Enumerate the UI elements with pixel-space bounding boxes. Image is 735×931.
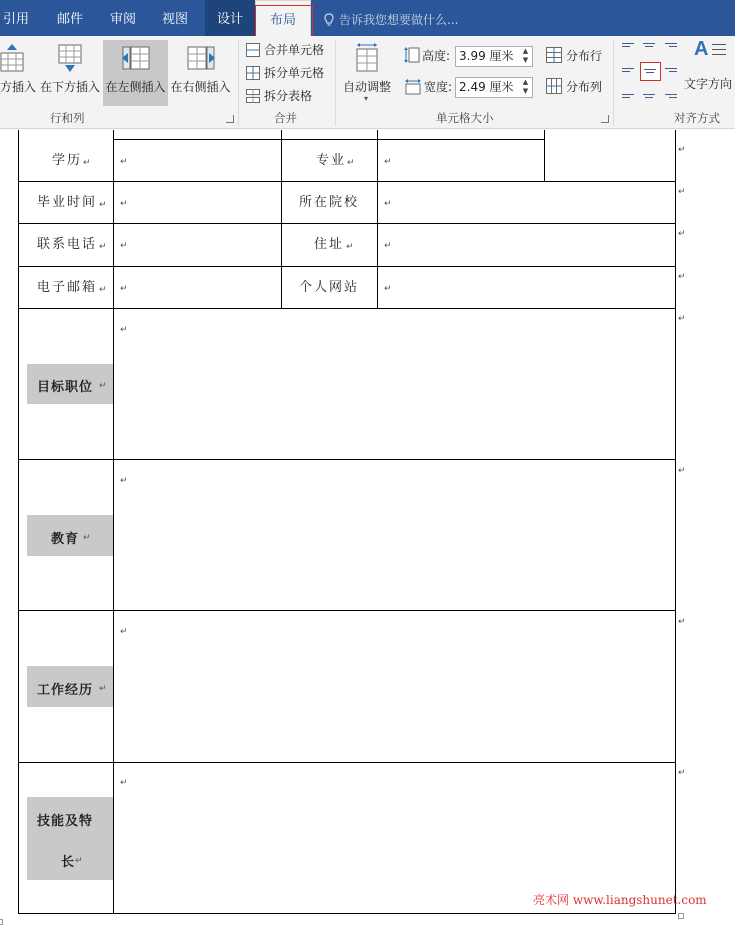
paragraph-mark: ↵ xyxy=(384,157,392,167)
group-label-merge: 合并 xyxy=(274,111,297,125)
height-spinbox[interactable] xyxy=(455,46,533,67)
table-border xyxy=(544,130,545,182)
width-label xyxy=(404,77,452,97)
paragraph-mark: ↵ xyxy=(120,157,128,167)
spin-arrows-icon[interactable]: ▲ ▼ xyxy=(522,47,529,64)
width-spinbox[interactable] xyxy=(455,77,533,98)
cell-label-address[interactable]: 住址 xyxy=(314,237,345,252)
align-top-right-icon[interactable] xyxy=(663,41,681,57)
merge-cells-label: 合并单元格 xyxy=(264,43,325,57)
table-border xyxy=(18,266,676,267)
distribute-cols-icon xyxy=(546,78,562,94)
align-bottom-center-icon[interactable] xyxy=(641,86,659,102)
paragraph-mark: ↵ xyxy=(99,200,107,210)
table-border xyxy=(675,130,676,914)
row-height-icon xyxy=(404,46,420,64)
split-cells-icon xyxy=(246,66,260,80)
group-label-rows-cols: 行和列 xyxy=(50,111,85,125)
tab-view[interactable]: 视图 xyxy=(162,12,189,27)
autofit-button[interactable] xyxy=(339,40,395,106)
section-label-target-position: 目标职位 xyxy=(37,380,94,395)
split-cells-label: 拆分单元格 xyxy=(264,66,325,80)
text-direction-label[interactable]: 文字方向 xyxy=(684,77,733,91)
column-width-icon xyxy=(404,79,422,95)
height-label xyxy=(404,46,450,66)
width-value: 2.49 厘米 xyxy=(459,80,514,94)
section-label-skills-line2: 长 xyxy=(61,855,76,870)
text-direction-icon[interactable]: A xyxy=(690,38,730,74)
cell-label-website[interactable]: 个人网站 xyxy=(299,280,360,295)
watermark-text: 亮术网 www.liangshunet.com xyxy=(533,893,707,907)
height-label-text: 高度: xyxy=(422,49,451,63)
ribbon-layout-panel xyxy=(0,36,735,129)
insert-below-label: 在下方插入 xyxy=(39,80,100,94)
insert-left-button[interactable] xyxy=(103,40,168,106)
paragraph-mark: ↵ xyxy=(678,617,686,627)
chevron-down-icon: ▾ xyxy=(364,94,369,103)
table-border xyxy=(18,913,676,914)
tab-table-layout[interactable] xyxy=(255,0,311,36)
lightbulb-icon xyxy=(324,13,334,27)
section-label-education: 教育 xyxy=(51,532,80,547)
paragraph-mark: ↵ xyxy=(346,242,354,252)
paragraph-mark: ↵ xyxy=(678,229,686,239)
paragraph-mark: ↵ xyxy=(120,284,128,294)
merge-cells-icon xyxy=(246,43,260,57)
split-table-button[interactable] xyxy=(246,86,312,106)
align-middle-left-icon[interactable] xyxy=(620,63,638,79)
paragraph-mark: ↵ xyxy=(75,856,83,866)
insert-above-icon xyxy=(0,43,27,73)
cell-label-degree[interactable]: 学历 xyxy=(52,153,83,168)
table-border xyxy=(18,610,676,611)
group-label-alignment: 对齐方式 xyxy=(674,111,720,125)
align-middle-right-icon[interactable] xyxy=(663,63,681,79)
table-border xyxy=(113,130,114,914)
insert-below-icon xyxy=(55,43,85,73)
table-border xyxy=(281,130,282,309)
group-label-cell-size: 单元格大小 xyxy=(436,111,494,125)
group-separator xyxy=(613,40,614,126)
paragraph-mark: ↵ xyxy=(678,466,686,476)
tab-mailings[interactable]: 邮件 xyxy=(57,12,84,27)
height-value: 3.99 厘米 xyxy=(459,49,514,63)
insert-below-button[interactable] xyxy=(39,40,101,106)
table-border xyxy=(18,308,676,309)
table-border xyxy=(114,139,545,140)
distribute-rows-button[interactable] xyxy=(546,46,602,66)
align-top-left-icon[interactable] xyxy=(620,41,638,57)
paragraph-mark: ↵ xyxy=(120,241,128,251)
paragraph-mark: ↵ xyxy=(99,285,107,295)
ribbon-tab-bar xyxy=(0,0,735,36)
insert-left-label: 在左侧插入 xyxy=(105,80,166,94)
tab-references[interactable]: 引用 xyxy=(3,12,30,27)
insert-left-icon xyxy=(121,43,151,73)
highlight-box xyxy=(255,5,313,39)
tab-table-layout-label: 布局 xyxy=(269,13,296,28)
document-page xyxy=(0,130,735,931)
align-top-center-icon[interactable] xyxy=(641,41,659,57)
paragraph-mark: ↵ xyxy=(678,187,686,197)
cell-label-graduation-date[interactable]: 毕业时间 xyxy=(37,195,98,210)
rows-cols-launcher-icon[interactable] xyxy=(226,115,234,123)
paragraph-mark: ↵ xyxy=(83,533,91,543)
split-table-icon xyxy=(246,89,260,103)
paragraph-mark: ↵ xyxy=(384,284,392,294)
insert-above-button[interactable] xyxy=(0,40,38,106)
cell-size-launcher-icon[interactable] xyxy=(601,115,609,123)
paragraph-mark: ↵ xyxy=(83,158,91,168)
align-bottom-left-icon[interactable] xyxy=(620,86,638,102)
group-separator xyxy=(238,40,239,126)
align-bottom-right-icon[interactable] xyxy=(663,86,681,102)
paragraph-mark: ↵ xyxy=(120,476,128,486)
paragraph-mark: ↵ xyxy=(120,199,128,209)
insert-right-label: 在右侧插入 xyxy=(170,80,231,94)
section-label-work-experience: 工作经历 xyxy=(37,683,94,698)
paragraph-mark: ↵ xyxy=(678,768,686,778)
paragraph-mark: ↵ xyxy=(99,242,107,252)
align-middle-center-icon[interactable] xyxy=(640,62,661,81)
split-cells-button[interactable] xyxy=(246,63,324,83)
cell-label-email[interactable]: 电子邮箱 xyxy=(37,280,98,295)
table-border xyxy=(377,130,378,309)
table-border xyxy=(18,459,676,460)
page-corner-marker xyxy=(678,913,684,919)
paragraph-mark: ↵ xyxy=(384,241,392,251)
autofit-icon xyxy=(354,43,380,73)
insert-right-button[interactable] xyxy=(169,40,232,106)
insert-above-label: 方插入 xyxy=(0,80,36,94)
table-border xyxy=(18,181,676,182)
paragraph-mark: ↵ xyxy=(120,627,128,637)
paragraph-mark: ↵ xyxy=(384,199,392,209)
table-border xyxy=(18,762,676,763)
paragraph-mark: ↵ xyxy=(120,325,128,335)
distribute-rows-label: 分布行 xyxy=(566,49,603,63)
autofit-label: 自动调整 xyxy=(342,80,391,94)
paragraph-mark: ↵ xyxy=(120,778,128,788)
cell-label-major[interactable]: 专业 xyxy=(316,153,347,168)
paragraph-mark: ↵ xyxy=(678,272,686,282)
paragraph-mark: ↵ xyxy=(678,145,686,155)
split-table-label: 拆分表格 xyxy=(264,89,313,103)
merge-cells-button[interactable] xyxy=(246,40,324,60)
table-border xyxy=(18,130,19,914)
cell-label-phone[interactable]: 联系电话 xyxy=(37,237,98,252)
tab-table-design[interactable]: 设计 xyxy=(205,0,255,36)
paragraph-mark: ↵ xyxy=(99,381,107,391)
paragraph-mark: ↵ xyxy=(678,314,686,324)
group-separator xyxy=(335,40,336,126)
tell-me-text: 告诉我您想要做什么... xyxy=(339,13,459,27)
distribute-cols-label: 分布列 xyxy=(566,80,603,94)
cell-label-school[interactable]: 所在院校 xyxy=(299,195,360,210)
section-label-skills-line1: 技能及特 xyxy=(37,814,94,829)
insert-right-icon xyxy=(186,43,216,73)
distribute-rows-icon xyxy=(546,47,562,63)
paragraph-mark: ↵ xyxy=(347,158,355,168)
page-corner-marker xyxy=(0,919,3,925)
tab-review[interactable]: 审阅 xyxy=(110,12,137,27)
distribute-cols-button[interactable] xyxy=(546,77,602,97)
tell-me-search[interactable] xyxy=(324,0,458,36)
paragraph-mark: ↵ xyxy=(99,684,107,694)
spin-arrows-icon[interactable]: ▲ ▼ xyxy=(522,78,529,95)
table-border xyxy=(18,223,676,224)
width-label-text: 宽度: xyxy=(424,80,453,94)
